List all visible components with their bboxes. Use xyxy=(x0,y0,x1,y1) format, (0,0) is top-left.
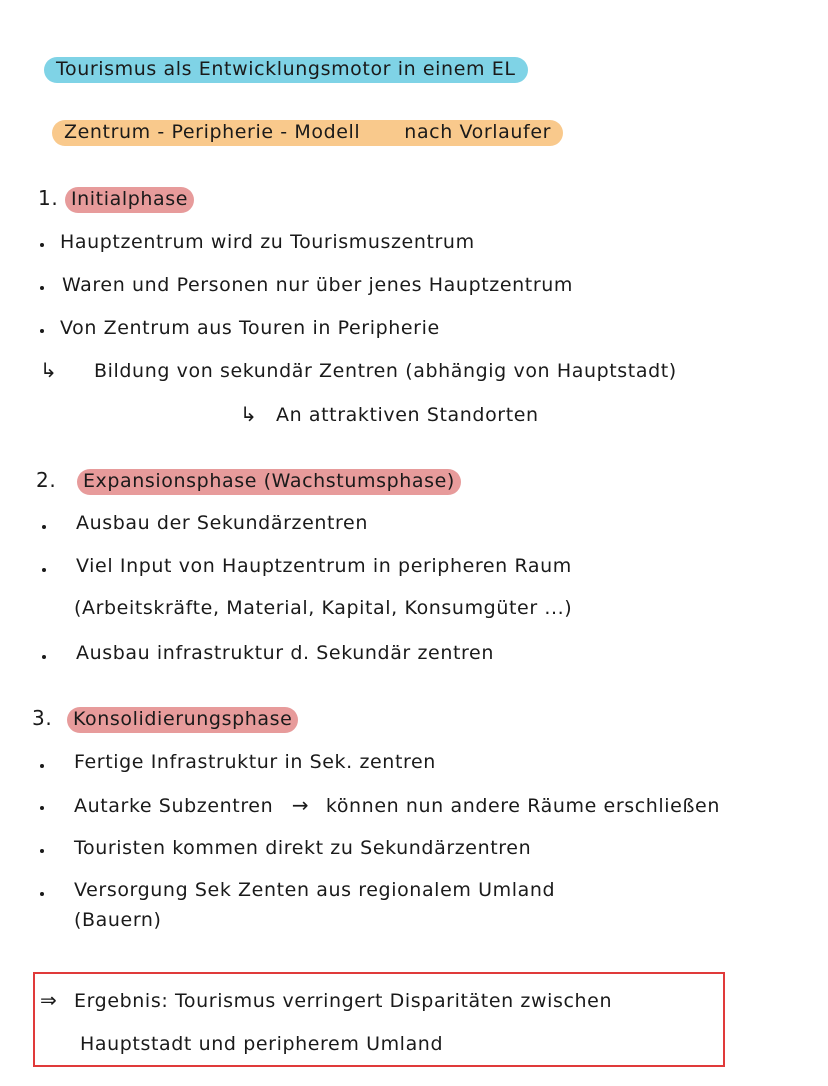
phase-3-name: Konsolidierungsphase xyxy=(67,707,298,733)
result-text-1: Ergebnis: Tourismus verringert Disparitäten zwischen xyxy=(74,990,613,1012)
phase-1-arrow-line-2 xyxy=(240,400,539,429)
phase-2-number: 2. xyxy=(36,468,57,492)
phase-3-point-1: Fertige Infrastruktur in Sek. zentren xyxy=(74,751,436,773)
phase-3-point-4: Touristen kommen direkt zu Sekundärzentren xyxy=(74,837,532,859)
bullet-dot xyxy=(42,655,46,659)
bullet-dot xyxy=(40,892,44,896)
result-line-1 xyxy=(40,986,612,1015)
phase-1-arrow-point-1: Bildung von sekundär Zentren (abhängig von Hauptstadt) xyxy=(94,360,677,382)
phase-3-point-5: Versorgung Sek Zenten aus regionalem Umland xyxy=(74,879,556,901)
subtitle-line xyxy=(52,118,563,146)
model-author: nach Vorlaufer xyxy=(404,121,552,143)
bullet-dot xyxy=(40,286,44,290)
phase-1-name: Initialphase xyxy=(65,187,194,213)
phase-2-heading xyxy=(36,466,461,495)
double-arrow-icon: ⇒ xyxy=(40,988,58,1012)
page-title: Tourismus als Entwicklungsmotor in einem EL xyxy=(44,57,528,83)
phase-2-point-2: Viel Input von Hauptzentrum in peripheren Raum xyxy=(76,555,572,577)
subtitle-highlight xyxy=(52,120,563,146)
phase-2-point-4: Ausbau infrastruktur d. Sekundär zentren xyxy=(76,642,494,664)
model-name: Zentrum - Peripherie - Modell xyxy=(64,121,361,143)
corner-arrow-icon: ↳ xyxy=(240,402,258,426)
phase-3-point-2-line xyxy=(74,791,720,820)
bullet-dot xyxy=(40,329,44,333)
bullet-dot xyxy=(40,243,44,247)
phase-3-point-3: können nun andere Räume erschließen xyxy=(325,795,720,817)
bullet-dot xyxy=(40,849,44,853)
corner-arrow-icon: ↳ xyxy=(40,358,58,382)
title-line xyxy=(44,55,528,83)
phase-2-point-1: Ausbau der Sekundärzentren xyxy=(76,512,368,534)
phase-2-name-highlight xyxy=(77,469,461,495)
phase-1-point-1: Hauptzentrum wird zu Tourismuszentrum xyxy=(60,231,475,253)
phase-3-point-2: Autarke Subzentren xyxy=(74,795,274,817)
bullet-dot xyxy=(42,568,46,572)
bullet-dot xyxy=(40,764,44,768)
phase-1-arrow-point-2: An attraktiven Standorten xyxy=(276,404,539,426)
bullet-dot xyxy=(42,525,46,529)
phase-1-arrow-line-1 xyxy=(40,356,677,385)
phase-2-name: Expansionsphase xyxy=(82,470,258,492)
phase-1-point-3: Von Zentrum aus Touren in Peripherie xyxy=(60,317,440,339)
phase-2-name-extra: (Wachstumsphase) xyxy=(263,470,455,492)
phase-3-number: 3. xyxy=(32,706,53,730)
result-text-2: Hauptstadt und peripherem Umland xyxy=(80,1033,444,1055)
phase-3-point-6: (Bauern) xyxy=(74,909,162,931)
right-arrow-icon: → xyxy=(291,793,310,817)
phase-1-point-2: Waren und Personen nur über jenes Hauptzentrum xyxy=(62,274,573,296)
phase-1-heading xyxy=(38,184,194,213)
phase-3-heading xyxy=(32,704,298,733)
phase-1-number: 1. xyxy=(38,186,59,210)
phase-2-point-3: (Arbeitskräfte, Material, Kapital, Konsumgüter ...) xyxy=(74,597,573,619)
bullet-dot xyxy=(40,806,44,810)
